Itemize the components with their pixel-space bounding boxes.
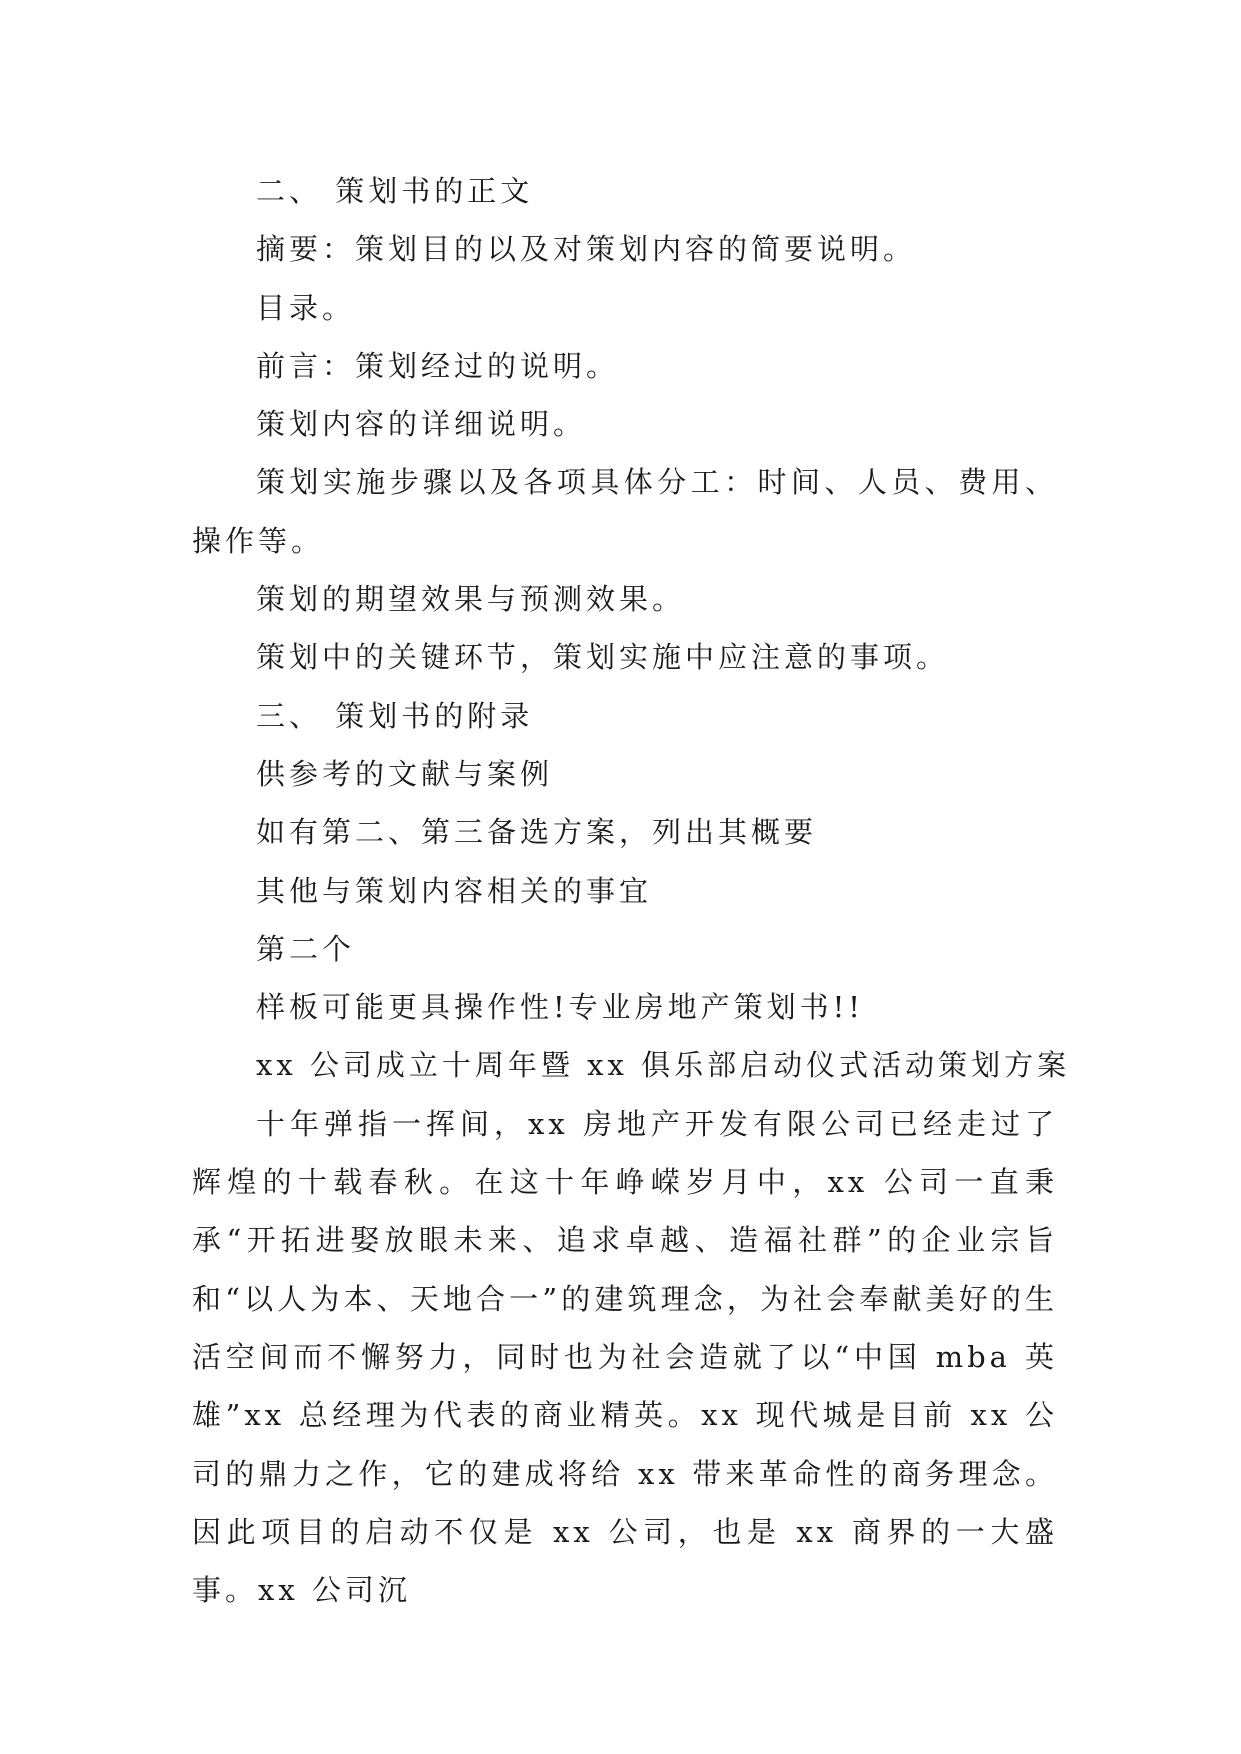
text-line-other: 其他与策划内容相关的事宜 [256,873,653,908]
text-line-references: 供参考的文献与案例 [256,756,554,791]
text-line-preface: 前言：策划经过的说明。 [256,348,620,383]
text-line-toc: 目录。 [256,290,356,325]
paragraph-intro: 十年弹指一挥间，xx 房地产开发有限公司已经走过了辉煌的十载春秋。在这十年峥嵘岁月中，xx 公司一直秉承“开拓进娶放眼未来、追求卓越、造福社群”的企业宗旨和“以人为本、天地合一”的建筑理念，为社会奉献美好的生活空间而不懈努力，同时也为社会造就了以“中国 mba 英雄”xx 总经理为代表的商业精英。xx 现代城是目前 xx 公司的鼎力之作，它的建成将给 xx 带来革命性的商务理念。因此项目的启动不仅是 xx 公司，也是 xx 商界的一大盛事。xx 公司沉 [192,1106,1058,1608]
section-heading-appendix: 三、 策划书的附录 [256,698,534,733]
text-line-second: 第二个 [256,931,356,966]
text-line-expected-effect: 策划的期望效果与预测效果。 [256,582,686,617]
text-line-plan-title: xx 公司成立十周年暨 xx 俱乐部启动仪式活动策划方案 [256,1048,1071,1083]
text-line-key-points: 策划中的关键环节，策划实施中应注意的事项。 [256,640,950,675]
text-line-abstract: 摘要：策划目的以及对策划内容的简要说明。 [256,232,917,267]
section-heading-body: 二、 策划书的正文 [256,174,534,208]
text-line-sample: 样板可能更具操作性!专业房地产策划书!! [256,990,864,1025]
document-body [192,162,1071,1619]
text-line-alternatives: 如有第二、第三备选方案，列出其概要 [256,815,818,850]
text-line-details: 策划内容的详细说明。 [256,407,587,442]
paragraph-steps: 策划实施步骤以及各项具体分工：时间、人员、费用、操作等。 [192,465,1058,558]
